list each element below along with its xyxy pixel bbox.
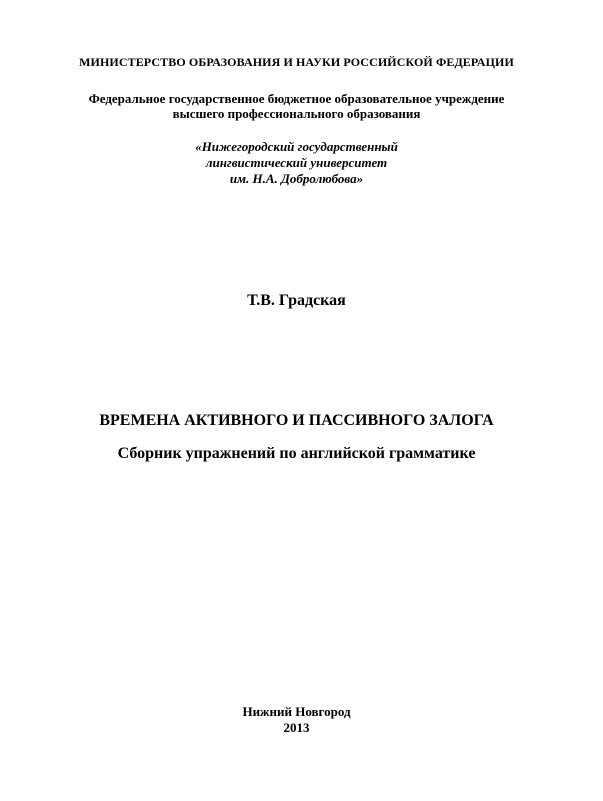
publication-city: Нижний Новгород (242, 704, 351, 719)
university-line-2: лингвистический университет (205, 155, 388, 170)
book-subtitle: Сборник упражнений по английской грамматике (117, 445, 476, 462)
ministry-heading: МИНИСТЕРСТВО ОБРАЗОВАНИЯ И НАУКИ РОССИЙСКОЙ ФЕДЕРАЦИИ (79, 55, 514, 69)
university-line-1: «Нижегородский государственный (195, 139, 398, 154)
book-title: ВРЕМЕНА АКТИВНОГО И ПАССИВНОГО ЗАЛОГА (99, 412, 494, 429)
author-name: Т.В. Градская (247, 292, 346, 309)
institution-line-1: Федеральное государственное бюджетное образовательное учреждение (88, 91, 505, 106)
university-line-3: им. Н.А. Добролюбова» (229, 171, 364, 186)
publication-year: 2013 (283, 720, 310, 735)
institution-line-2: высшего профессионального образования (172, 106, 421, 121)
